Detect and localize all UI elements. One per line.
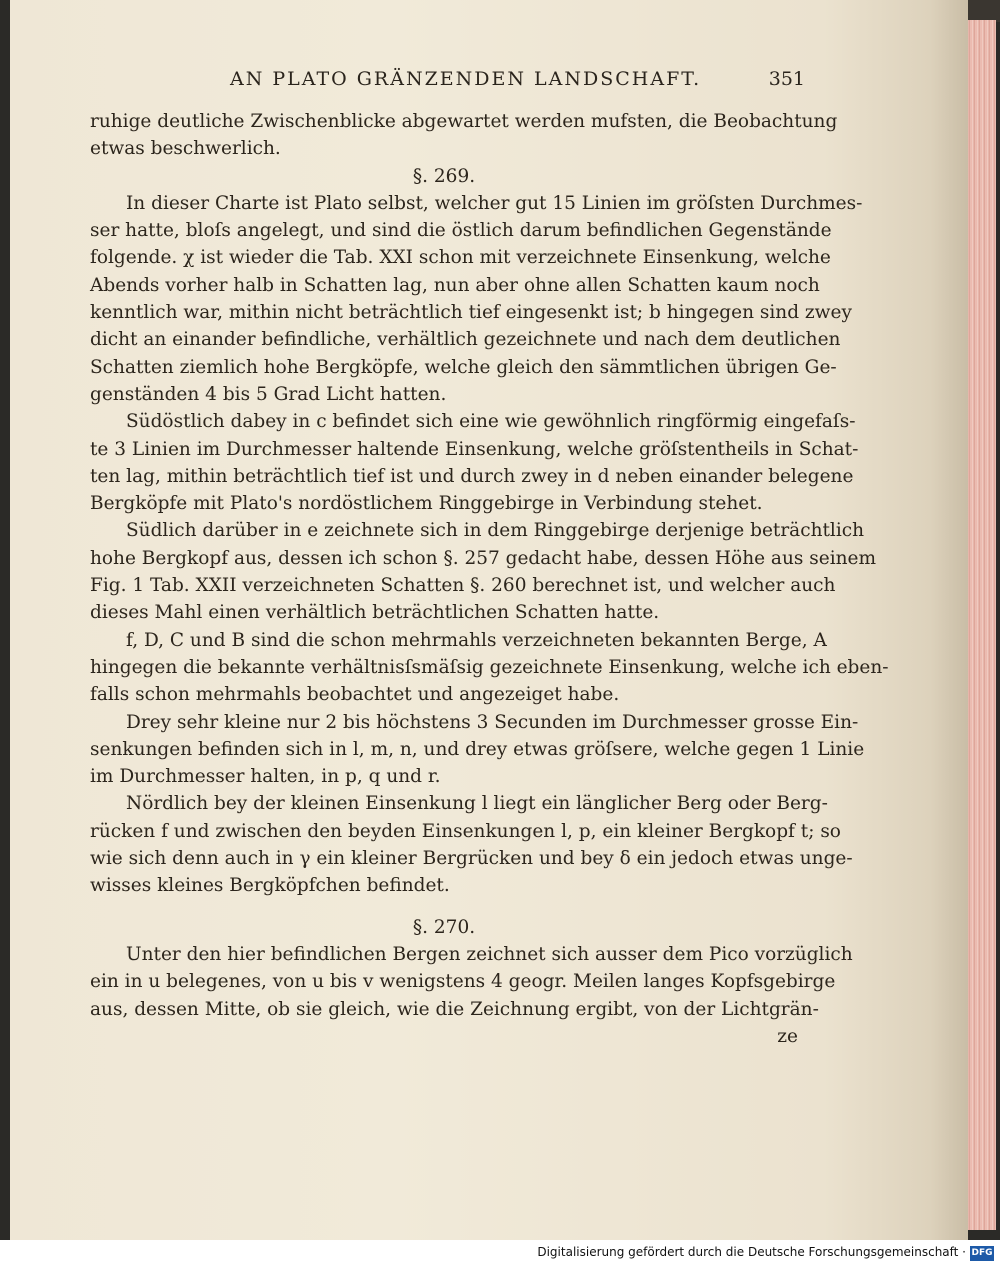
text-line: dieses Mahl einen verhältlich beträchtlichen Schatten hatte.: [90, 602, 660, 624]
text-line: kenntlich war, mithin nicht beträchtlich tief eingesenkt ist; b hingegen sind zwey: [90, 302, 852, 324]
footer-bar: [0, 1240, 1000, 1268]
paragraph-gap: [90, 900, 798, 914]
text-line: folgende. χ ist wieder die Tab. XXI schon mit verzeichnete Einsenkung, welche: [90, 247, 831, 269]
running-head: [70, 68, 805, 98]
catchword: ze: [777, 1025, 798, 1047]
text-line: Schatten ziemlich hohe Bergköpfe, welche gleich den sämmtlichen übrigen Ge-: [90, 356, 837, 378]
text-line: Unter den hier befindlichen Bergen zeichnet sich ausser dem Pico vorzüglich: [126, 943, 853, 965]
text-line: hohe Bergkopf aus, dessen ich schon §. 257 gedacht habe, dessen Höhe aus seinem: [90, 547, 877, 569]
text-line: hingegen die bekannte verhältnisſsmäſsig gezeichnete Einsenkung, welche ich eben-: [90, 656, 889, 678]
text-line: genständen 4 bis 5 Grad Licht hatten.: [90, 383, 447, 405]
text-line: etwas beschwerlich.: [90, 138, 281, 160]
text-line: Bergköpfe mit Plato's nordöstlichem Ringgebirge in Verbindung stehet.: [90, 493, 763, 515]
dfg-logo: DFG: [970, 1246, 994, 1261]
text-line: wisses kleines Bergköpfchen befindet.: [90, 875, 450, 897]
text-line: ten lag, mithin beträchtlich tief ist und durch zwey in d neben einander belegene: [90, 465, 854, 487]
text-line: ein in u belegenes, von u bis v wenigstens 4 geogr. Meilen langes Kopfsgebirge: [90, 971, 836, 993]
text-line: Nördlich bey der kleinen Einsenkung l liegt ein länglicher Berg oder Berg-: [126, 793, 828, 815]
text-line: ruhige deutliche Zwischenblicke abgewartet werden mufsten, die Beobachtung: [90, 111, 838, 132]
text-line: f, D, C und B sind die schon mehrmahls verzeichneten bekannten Berge, A: [126, 629, 827, 651]
book-corner: [966, 0, 1000, 22]
section-heading: §. 270.: [412, 916, 476, 938]
text-line: rücken f und zwischen den beyden Einsenkungen l, p, ein kleiner Bergkopf t; so: [90, 820, 841, 842]
text-line: Südöstlich dabey in c befindet sich eine wie gewöhnlich ringförmig eingefaſs-: [126, 411, 856, 433]
text-line: Drey sehr kleine nur 2 bis höchstens 3 Secunden im Durchmesser grosse Ein-: [126, 711, 859, 733]
text-line: falls schon mehrmahls beobachtet und angezeiget habe.: [90, 684, 620, 706]
text-line: te 3 Linien im Durchmesser haltende Einsenkung, welche gröſstentheils in Schat-: [90, 438, 859, 460]
text-line: In dieser Charte ist Plato selbst, welcher gut 15 Linien im gröſsten Durchmes-: [126, 192, 863, 214]
text-line: wie sich denn auch in γ ein kleiner Bergrücken und bey δ ein jedoch etwas unge-: [90, 848, 853, 870]
page-edges: [966, 20, 996, 1230]
text-line: Abends vorher halb in Schatten lag, nun aber ohne allen Schatten kaum noch: [90, 274, 820, 296]
page-number: 351: [768, 68, 805, 90]
text-line: im Durchmesser halten, in p, q und r.: [90, 766, 441, 788]
funding-credit: Digitalisierung gefördert durch die Deutsche Forschungsgemeinschaft ·: [537, 1245, 966, 1259]
book-page: [10, 0, 968, 1240]
text-line: dicht an einander befindliche, verhältlich gezeichnete und nach dem deutlichen: [90, 329, 841, 351]
text-line: Fig. 1 Tab. XXII verzeichneten Schatten §. 260 berechnet ist, und welcher auch: [90, 575, 836, 597]
text-line: senkungen befinden sich in l, m, n, und drey etwas gröſsere, welche gegen 1 Linie: [90, 738, 865, 760]
section-heading: §. 269.: [412, 165, 476, 187]
running-title: AN PLATO GRÄNZENDEN LANDSCHAFT.: [230, 68, 702, 90]
text-line: ser hatte, bloſs angelegt, und sind die östlich darum befindlichen Gegenstände: [90, 220, 832, 242]
text-line: aus, dessen Mitte, ob sie gleich, wie die Zeichnung ergibt, von der Lichtgrän-: [90, 998, 819, 1020]
page-text: [90, 108, 889, 1050]
text-line: Südlich darüber in e zeichnete sich in dem Ringgebirge derjenige beträchtlich: [126, 520, 865, 542]
